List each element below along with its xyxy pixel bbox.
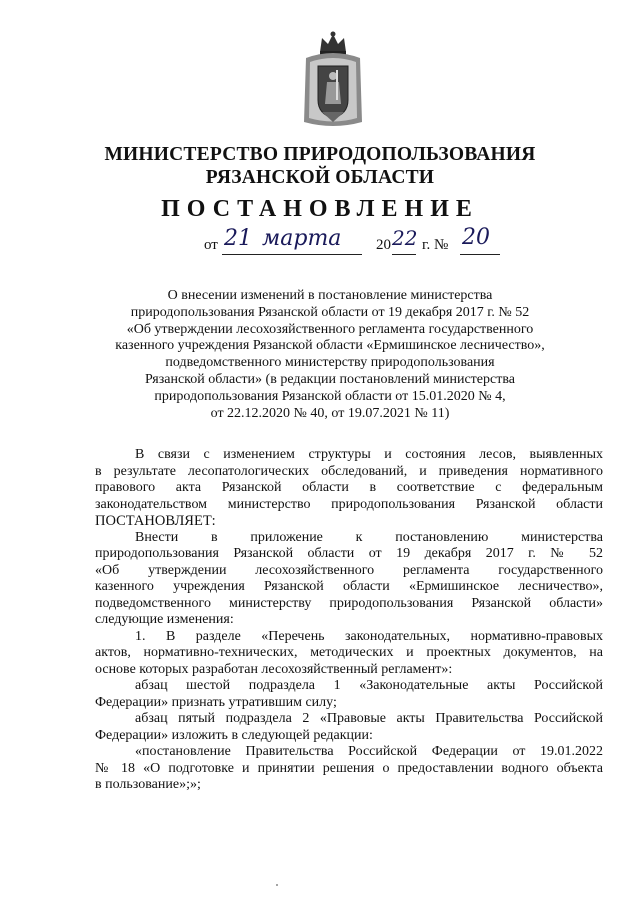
body-line: В связи с изменением структуры и состояния лесов, выявленных — [135, 447, 603, 462]
body-line: в результате лесопатологических обследований, и приведения нормативного — [95, 463, 603, 479]
title-line: казенного учреждения Рязанской области «Ермишинское лесничество», — [115, 338, 545, 354]
title-line: природопользования Рязанской области от 15.01.2020 № 4, — [154, 388, 506, 404]
ministry-name-line1: МИНИСТЕРСТВО ПРИРОДОПОЛЬЗОВАНИЯ — [104, 144, 536, 165]
year-suffix-handwritten: 22 — [392, 226, 418, 250]
document-title — [110, 288, 550, 422]
body-line: основе которых разработан лесохозяйственный регламент»: — [95, 661, 453, 677]
body-line: «постановление Правительства Российской Федерации от 19.01.2022 — [135, 744, 603, 759]
year-number-label: г. № — [422, 237, 449, 253]
number-underline — [460, 254, 500, 255]
date-month-handwritten: марта — [262, 226, 342, 251]
body-line: Внести в приложение к постановлению министерства — [135, 529, 603, 545]
body-line: «Об утверждении лесохозяйственного регламента государственного — [95, 562, 603, 578]
date-from-label: от — [204, 237, 218, 253]
body-line: Федерации» изложить в следующей редакции: — [95, 727, 373, 743]
body-line: актов, нормативно-технических, методических и проектных документов, на — [95, 645, 603, 660]
document-type-heading: ПОСТАНОВЛЕНИЕ — [161, 196, 479, 222]
date-day-handwritten: 21 — [224, 226, 252, 251]
body-line: подведомственного министерству природопользования Рязанской области» — [95, 595, 603, 611]
body-line: природопользования Рязанской области от 19 декабря 2017 г. № 52 — [95, 546, 603, 561]
title-line: О внесении изменений в постановление министерства — [167, 288, 493, 303]
body-line: абзац шестой подраздела 1 «Законодательные акты Российской — [135, 678, 603, 693]
body-line: казенного учреждения Рязанской области «Ермишинское лесничество», — [95, 579, 603, 594]
body-line: законодательством министерство природопользования Рязанской области — [95, 496, 603, 512]
body-line: абзац пятый подраздела 2 «Правовые акты Правительства Российской — [135, 711, 603, 726]
coat-of-arms-emblem — [300, 30, 366, 130]
body-line: № 18 «О подготовке и принятии решения о предоставлении водного объекта — [95, 760, 603, 776]
body-line: 1. В разделе «Перечень законодательных, нормативно-правовых — [135, 628, 603, 644]
ministry-name-line2: РЯЗАНСКОЙ ОБЛАСТИ — [205, 167, 435, 188]
body-line: в пользование»;»; — [95, 777, 201, 792]
body-line: следующие изменения: — [95, 612, 234, 627]
title-line: Рязанской области» (в редакции постановлений министерства — [145, 371, 515, 387]
title-line: «Об утверждении лесохозяйственного регламента государственного — [126, 321, 534, 337]
title-line: от 22.12.2020 № 40, от 19.07.2021 № 11) — [210, 405, 450, 421]
doc-number-handwritten: 20 — [462, 225, 490, 250]
body-line: Федерации» признать утратившим силу; — [95, 694, 337, 710]
year-prefix: 20 — [376, 237, 391, 253]
year-underline — [392, 254, 416, 255]
scan-speck — [276, 884, 278, 886]
date-underline — [222, 254, 362, 255]
resolves-word: ПОСТАНОВЛЯЕТ: — [95, 513, 216, 529]
body-line: правового акта Рязанской области в соответствие с федеральным — [95, 480, 603, 495]
title-line: подведомственного министерству природопользования — [165, 355, 495, 371]
document-body — [95, 447, 603, 794]
title-line: природопользования Рязанской области от 19 декабря 2017 г. № 52 — [130, 304, 530, 320]
date-number-line — [200, 225, 520, 260]
